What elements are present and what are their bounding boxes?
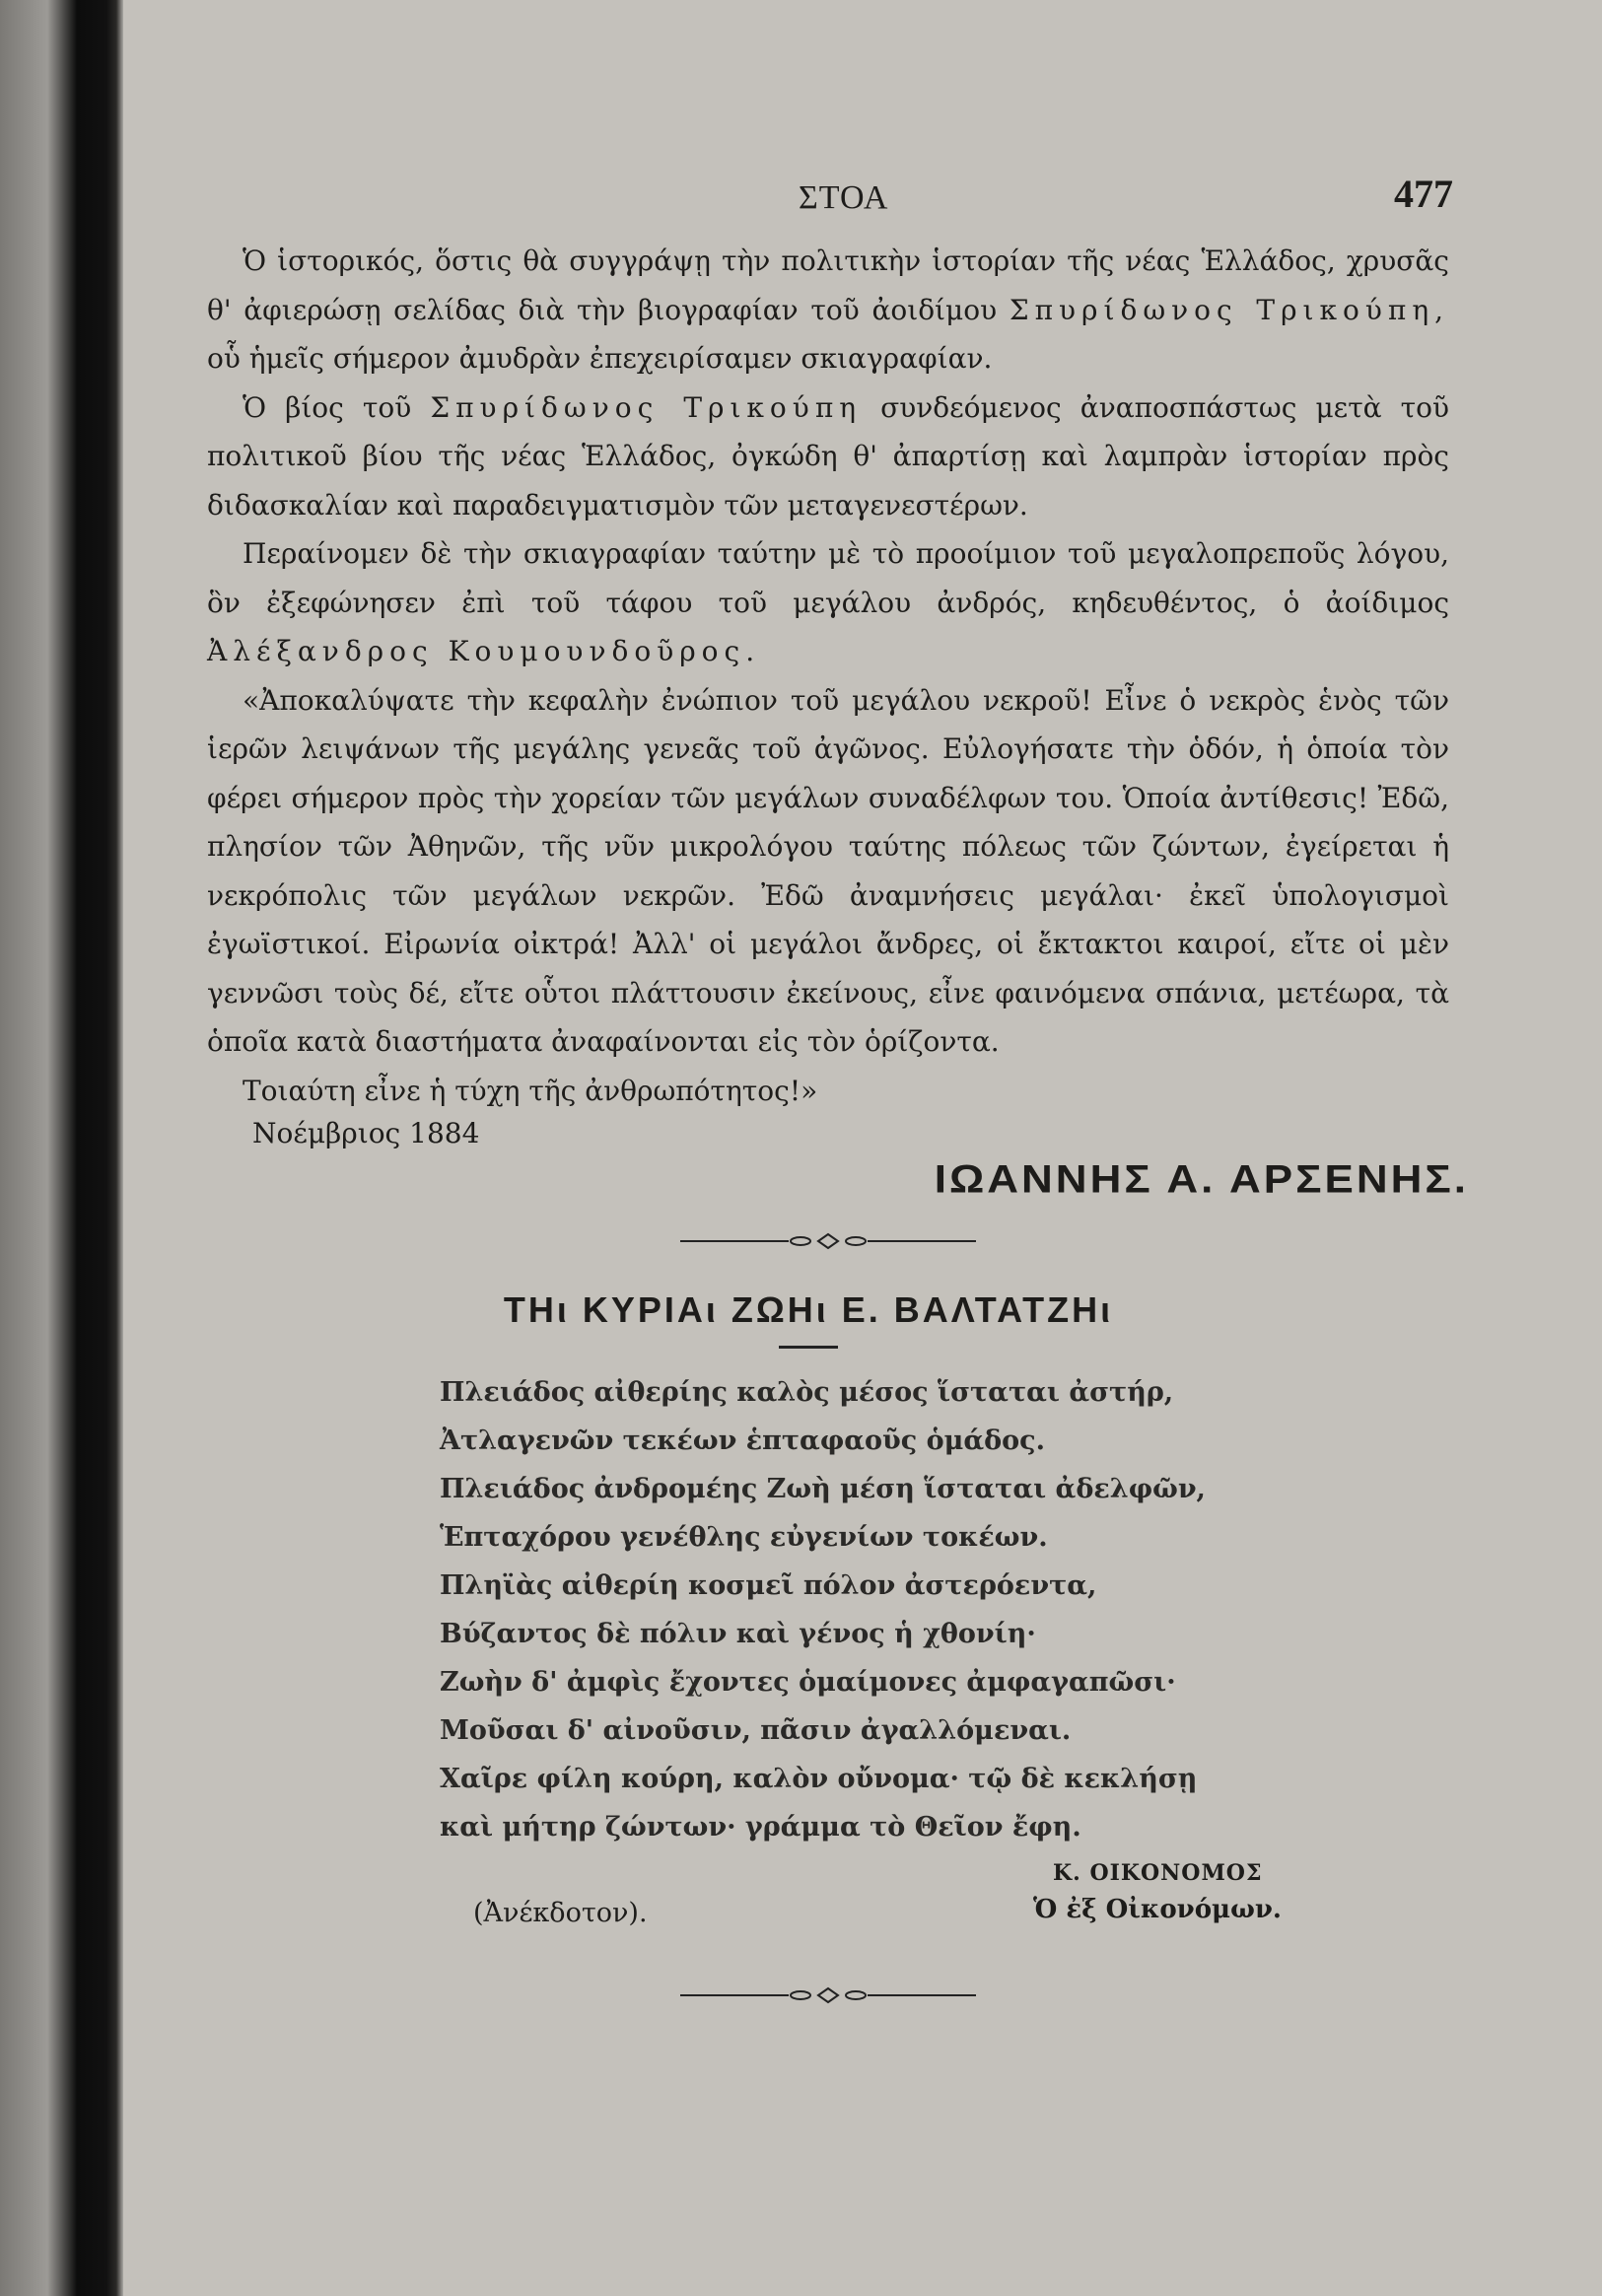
paragraph-2-start: Ὁ βίος τοῦ xyxy=(243,390,412,424)
paragraph-3-start: Περαίνομεν δὲ τὴν σκιαγραφίαν ταύτην μὲ τὸ προοίμιον τοῦ μεγαλοπρεποῦς λόγου, ὃν ἐξεφώνησεν ἐπὶ τοῦ τάφου τοῦ μεγάλου ἀνδρός, κηδευθέντος, ὁ ἀοίδιμος xyxy=(207,537,1449,619)
poem-line: Μοῦσαι δ' αἰνοῦσιν, πᾶσιν ἀγαλλόμεναι. xyxy=(440,1715,1072,1746)
poem-line: Πλειάδος αἰθερίης καλὸς μέσος ἵσταται ἀστήρ, xyxy=(440,1377,1174,1408)
poem-title: ΤΗι ΚΥΡΙΑι ΖΩΗι Ε. ΒΑΛΤΑΤΖΗι xyxy=(503,1289,1114,1330)
paragraph-1-end: οὗ ἡμεῖς σήμερον ἀμυδρὰν ἐπεχειρίσαμεν σκιαγραφίαν. xyxy=(207,342,993,375)
unpublished-note: (Ἀνέκδοτον). xyxy=(473,1898,648,1928)
running-title: ΣΤΟΑ xyxy=(799,179,889,216)
ornament-divider-icon xyxy=(680,1231,976,1251)
paragraph-1 xyxy=(207,237,1449,383)
poem-line: καὶ μήτηρ ζώντων· γράμμα τὸ Θεῖον ἔφη. xyxy=(440,1812,1081,1843)
poet-name: Κ. ΟΙΚΟΝΟΜΟΣ xyxy=(1053,1860,1263,1886)
page-number: 477 xyxy=(1394,172,1453,216)
poem-signature-block xyxy=(207,1857,1449,1966)
poem-line: Ἀτλαγενῶν τεκέων ἑπταφαοῦς ὁμάδος. xyxy=(440,1426,1046,1456)
poem-line: Χαῖρε φίλη κούρη, καλὸν οὔνομα· τῷ δὲ κεκλήσῃ xyxy=(440,1764,1198,1794)
poem-line: Βύζαντος δὲ πόλιν καὶ γένος ἡ χθονίη· xyxy=(440,1619,1036,1649)
poet-origin: Ὁ ἐξ Οἰκονόμων. xyxy=(1033,1895,1282,1924)
book-binding-shadow xyxy=(0,0,123,2296)
closing-line: Τοιαύτη εἶνε ἡ τύχη τῆς ἀνθρωπότητος!» xyxy=(243,1074,818,1107)
poem-line: Πλειάδος ἀνδρομέης Ζωὴ μέση ἵσταται ἀδελφῶν, xyxy=(440,1474,1206,1504)
paragraph-1-text: Ὁ ἱστορικός, ὅστις θὰ συγγράψῃ τὴν πολιτικὴν ἱστορίαν τῆς νέας Ἑλλάδος, χρυσᾶς θ' ἀφιερώσῃ σελίδας διὰ τὴν βιογραφίαν τοῦ ἀοιδίμου xyxy=(207,244,1449,326)
poem-line: Ζωὴν δ' ἀμφὶς ἔχοντες ὁμαίμονες ἀμφαγαπῶσι· xyxy=(440,1667,1176,1698)
running-head xyxy=(207,168,1453,237)
ornament-divider-bottom-icon xyxy=(680,1985,976,2005)
paragraph-2-end: συνδεόμενος ἀναποσπάστως μετὰ τοῦ πολιτικοῦ βίου τῆς νέας Ἑλλάδος, ὀγκώδη θ' ἀπαρτίσῃ καὶ λαμπρὰν ἱστορίαν πρὸς διδασκαλίαν καὶ παραδειγματισμὸν τῶν μεταγενεστέρων. xyxy=(207,390,1450,522)
person-name-spyridon-2: Σπυρίδωνος Τρικούπη xyxy=(430,390,862,424)
book-page xyxy=(207,168,1469,2258)
author-signature: ΙΩΑΝΝΗΣ Α. ΑΡΣΕΝΗΣ. xyxy=(934,1157,1469,1202)
paragraph-3 xyxy=(207,529,1449,676)
quotation-paragraph: «Ἀποκαλύψατε τὴν κεφαλὴν ἐνώπιον τοῦ μεγάλου νεκροῦ! Εἶνε ὁ νεκρὸς ἑνὸς τῶν ἱερῶν λειψάνων τῆς μεγάλης γενεᾶς τοῦ ἀγῶνος. Εὐλογήσατε τὴν ὁδόν, ἡ ὁποία τὸν φέρει σήμερον πρὸς τὴν χορείαν τῶν μεγάλων συναδέλφων του. Ὁποία ἀντίθεσις! Ἐδῶ, πλησίον τῶν Ἀθηνῶν, τῆς νῦν μικρολόγου ταύτης πόλεως τῶν ζώντων, ἐγείρεται ἡ νεκρόπολις τῶν μεγάλων νεκρῶν. Ἐδῶ ἀναμνήσεις μεγάλαι· ἐκεῖ ὑπολογισμοὶ ἐγωϊστικοί. Εἰρωνία οἰκτρά! Ἀλλ' οἱ μεγάλοι ἄνδρες, οἱ ἔκτακτοι καιροί, εἴτε οἱ μὲν γεννῶσι τοὺς δέ, εἴτε οὗτοι πλάττουσιν ἐκείνους, εἶνε φαινόμενα σπάνια, μετέωρα, τὰ ὁποῖα κατὰ διαστήματα ἀναφαίνονται εἰς τὸν ὁρίζοντα. xyxy=(207,683,1449,1058)
article-body xyxy=(207,237,1449,1115)
date-line: Νοέμβριος 1884 xyxy=(252,1117,480,1149)
poem xyxy=(440,1368,1449,1851)
person-name-koumoundouros: Ἀλέξανδρος Κουμουνδοῦρος. xyxy=(207,635,761,667)
title-rule xyxy=(779,1346,838,1349)
poem-line: Πληϊὰς αἰθερίη κοσμεῖ πόλον ἀστερόεντα, xyxy=(440,1570,1097,1601)
poem-line: Ἑπταχόρου γενέθλης εὐγενίων τοκέων. xyxy=(440,1522,1048,1553)
person-name-spyridon: Σπυρίδωνος Τρικούπη, xyxy=(1009,293,1449,326)
paragraph-2 xyxy=(207,383,1449,530)
